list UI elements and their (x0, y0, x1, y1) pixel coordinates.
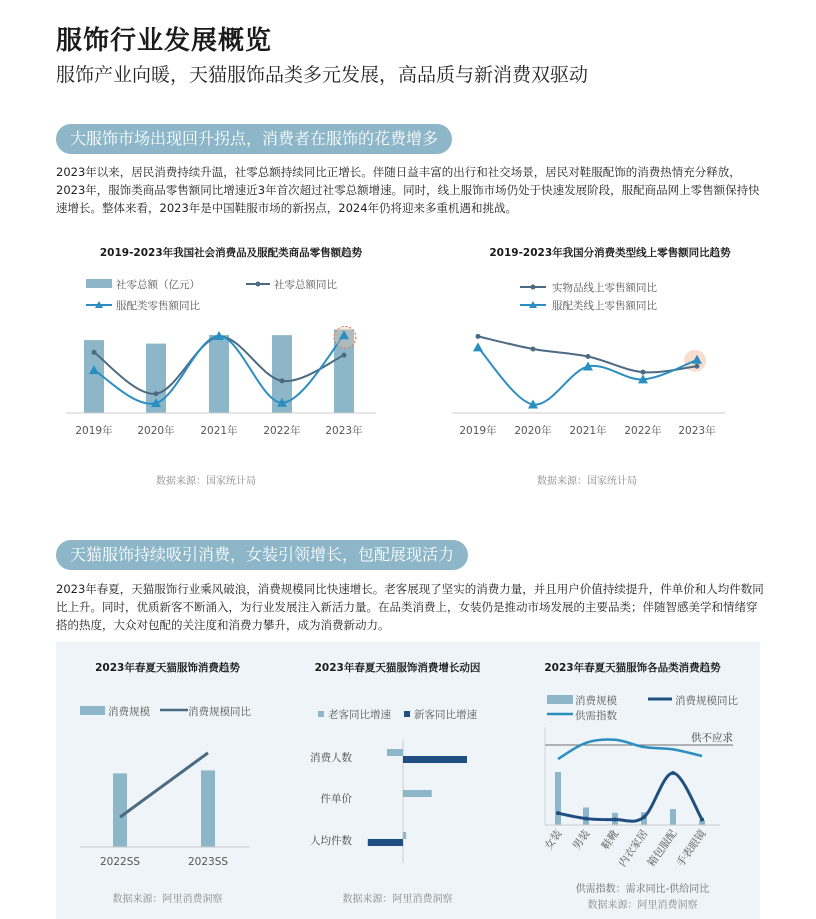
chart4-legend-0: 老客同比增速 (328, 709, 391, 721)
chart5-x-label: 手表眼镜 (674, 827, 709, 870)
chart2-x-label: 2022年 (624, 425, 662, 437)
chart2-x-label: 2023年 (678, 425, 716, 437)
chart2-legend (520, 281, 657, 312)
chart5-legend-0: 消费规模 (575, 695, 617, 707)
page-subtitle: 服饰产业向暖，天猫服饰品类多元发展，高品质与新消费双驱动 (56, 64, 589, 86)
chart5-point-yoy (613, 818, 617, 822)
chart5-x-label: 内衣家居 (616, 827, 651, 870)
chart1-x-label: 2020年 (137, 425, 175, 437)
chart4-bar-new (403, 756, 467, 763)
chart2-point-physical (531, 347, 536, 352)
chart5-x-label: 女装 (542, 827, 565, 852)
chart1-bar (209, 335, 229, 413)
chart4-source: 数据来源：阿里消费洞察 (342, 894, 453, 905)
chart3-title: 2023年春夏天猫服饰消费趋势 (95, 662, 240, 674)
chart5-bar (583, 808, 589, 825)
chart2-point-physical (695, 364, 700, 369)
chart4-bar-old (403, 832, 406, 839)
chart4-legend (318, 708, 477, 721)
chart1-x-label: 2022年 (263, 425, 301, 437)
chart1 (56, 268, 406, 443)
chart5-point-yoy (584, 817, 588, 821)
chart1-title: 2019-2023年我国社会消费品及服配类商品零售额趋势 (99, 247, 363, 259)
chart5-legend-2: 供需指数 (575, 710, 617, 722)
chart1-point-total (92, 350, 97, 355)
chart3-legend-0: 消费规模 (108, 706, 150, 718)
section1-heading: 大服饰市场出现回升拐点，消费者在服饰的花费增多 (56, 124, 452, 154)
chart3-legend-1: 消费规模同比 (188, 706, 251, 718)
chart3-source: 数据来源：阿里消费洞察 (112, 894, 223, 905)
chart2-x-label: 2021年 (569, 425, 607, 437)
chart4-legend-1: 新客同比增速 (414, 709, 477, 721)
chart5-source: 数据来源：阿里消费洞察 (587, 900, 698, 911)
chart2-title: 2019-2023年我国分消费类型线上零售额同比趋势 (489, 247, 731, 259)
chart5 (525, 685, 755, 880)
legend-bar-swatch (86, 279, 112, 288)
section1-paragraph: 2023年以来，居民消费持续升温，社零总额持续同比正增长。伴随日益丰富的出行和社交场景，居民对鞋服配饰的消费热情充分释放，2023年，服饰类商品零售额同比增速近3年首次超过社零总额增速。同时，线上服饰市场仍处于快速发展阶段，服配商品网上零售额保持快速增长。整体来看，2023年是中国鞋服市场的新拐点，2024年仍将迎来多重机遇和挑战。 (56, 165, 760, 215)
chart2-x-label: 2019年 (459, 425, 497, 437)
chart3-x-label: 2022SS (99, 856, 141, 868)
chart3 (60, 690, 275, 880)
chart5-legend (547, 694, 738, 722)
chart5-annotation: 供不应求 (691, 732, 733, 744)
chart2-point-physical (476, 334, 481, 339)
chart5-x-label: 鞋靴 (599, 827, 622, 852)
chart5-line-yoy (558, 773, 702, 821)
chart1-legend (86, 278, 337, 312)
chart4-y-label: 消费人数 (310, 752, 352, 764)
chart3-bar (113, 773, 127, 847)
chart3-legend (80, 705, 251, 718)
chart5-x-label: 箱包服配 (645, 827, 680, 870)
chart5-x-label: 男装 (570, 827, 593, 852)
chart4 (290, 690, 505, 880)
chart1-legend-2: 服配类零售额同比 (116, 300, 200, 312)
chart5-point-yoy (556, 811, 560, 815)
chart2-point-physical (586, 354, 591, 359)
chart5-title: 2023年春夏天猫服饰各品类消费趋势 (544, 662, 721, 674)
section2-heading: 天猫服饰持续吸引消费，女装引领增长，包配展现活力 (56, 540, 468, 570)
chart4-y-label: 人均件数 (310, 835, 352, 847)
chart5-bar (670, 809, 676, 825)
chart1-x-label: 2019年 (75, 425, 113, 437)
chart4-title: 2023年春夏天猫服饰消费增长动因 (314, 662, 481, 674)
chart2 (440, 268, 780, 443)
chart5-point-yoy (671, 771, 675, 775)
section2-paragraph: 2023年春夏，天猫服饰行业乘风破浪，消费规模同比快速增长。老客展现了坚实的消费力量，并且用户价值持续提升，件单价和人均件数同比上升。同时，优质新客不断涌入，为行业发展注入新活力量。在品类消费上，女装仍是推动市场发展的主要品类；伴随智感美学和情绪穿搭的热度，大众对包配的关注度和消费力攀升，成为消费新动力。 (56, 582, 764, 632)
page-title: 服饰行业发展概览 (56, 26, 273, 56)
chart2-legend-1: 服配类线上零售额同比 (552, 300, 657, 312)
chart2-point-physical (641, 370, 646, 375)
chart1-x-label: 2023年 (325, 425, 363, 437)
chart5-bar (555, 772, 561, 825)
chart3-bar (201, 770, 215, 847)
chart5-line-supply-demand (558, 740, 702, 759)
chart1-point-total (280, 378, 285, 383)
chart5-point-yoy (642, 815, 646, 819)
chart3-x-label: 2023SS (187, 856, 229, 868)
chart4-y-label: 件单价 (320, 793, 352, 805)
chart2-source: 数据来源：国家统计局 (537, 476, 637, 487)
chart1-source: 数据来源：国家统计局 (156, 476, 256, 487)
chart1-point-total (154, 391, 159, 396)
chart4-bar-new (368, 839, 403, 846)
chart3-line-yoy (120, 753, 208, 817)
chart4-bar-old (387, 749, 403, 756)
chart2-x-label: 2020年 (514, 425, 552, 437)
chart1-point-total (342, 353, 347, 358)
chart1-legend-0: 社零总额（亿元） (116, 279, 200, 291)
chart5-point-yoy (700, 818, 704, 822)
chart5-legend-1: 消费规模同比 (675, 695, 738, 707)
chart1-legend-1: 社零总额同比 (274, 279, 337, 291)
chart5-note: 供需指数：需求同比-供给同比 (575, 884, 710, 895)
chart4-bar-old (403, 790, 432, 797)
chart2-point-apparel (473, 342, 483, 351)
chart1-x-label: 2021年 (200, 425, 238, 437)
chart2-legend-0: 实物品线上零售额同比 (552, 282, 657, 294)
